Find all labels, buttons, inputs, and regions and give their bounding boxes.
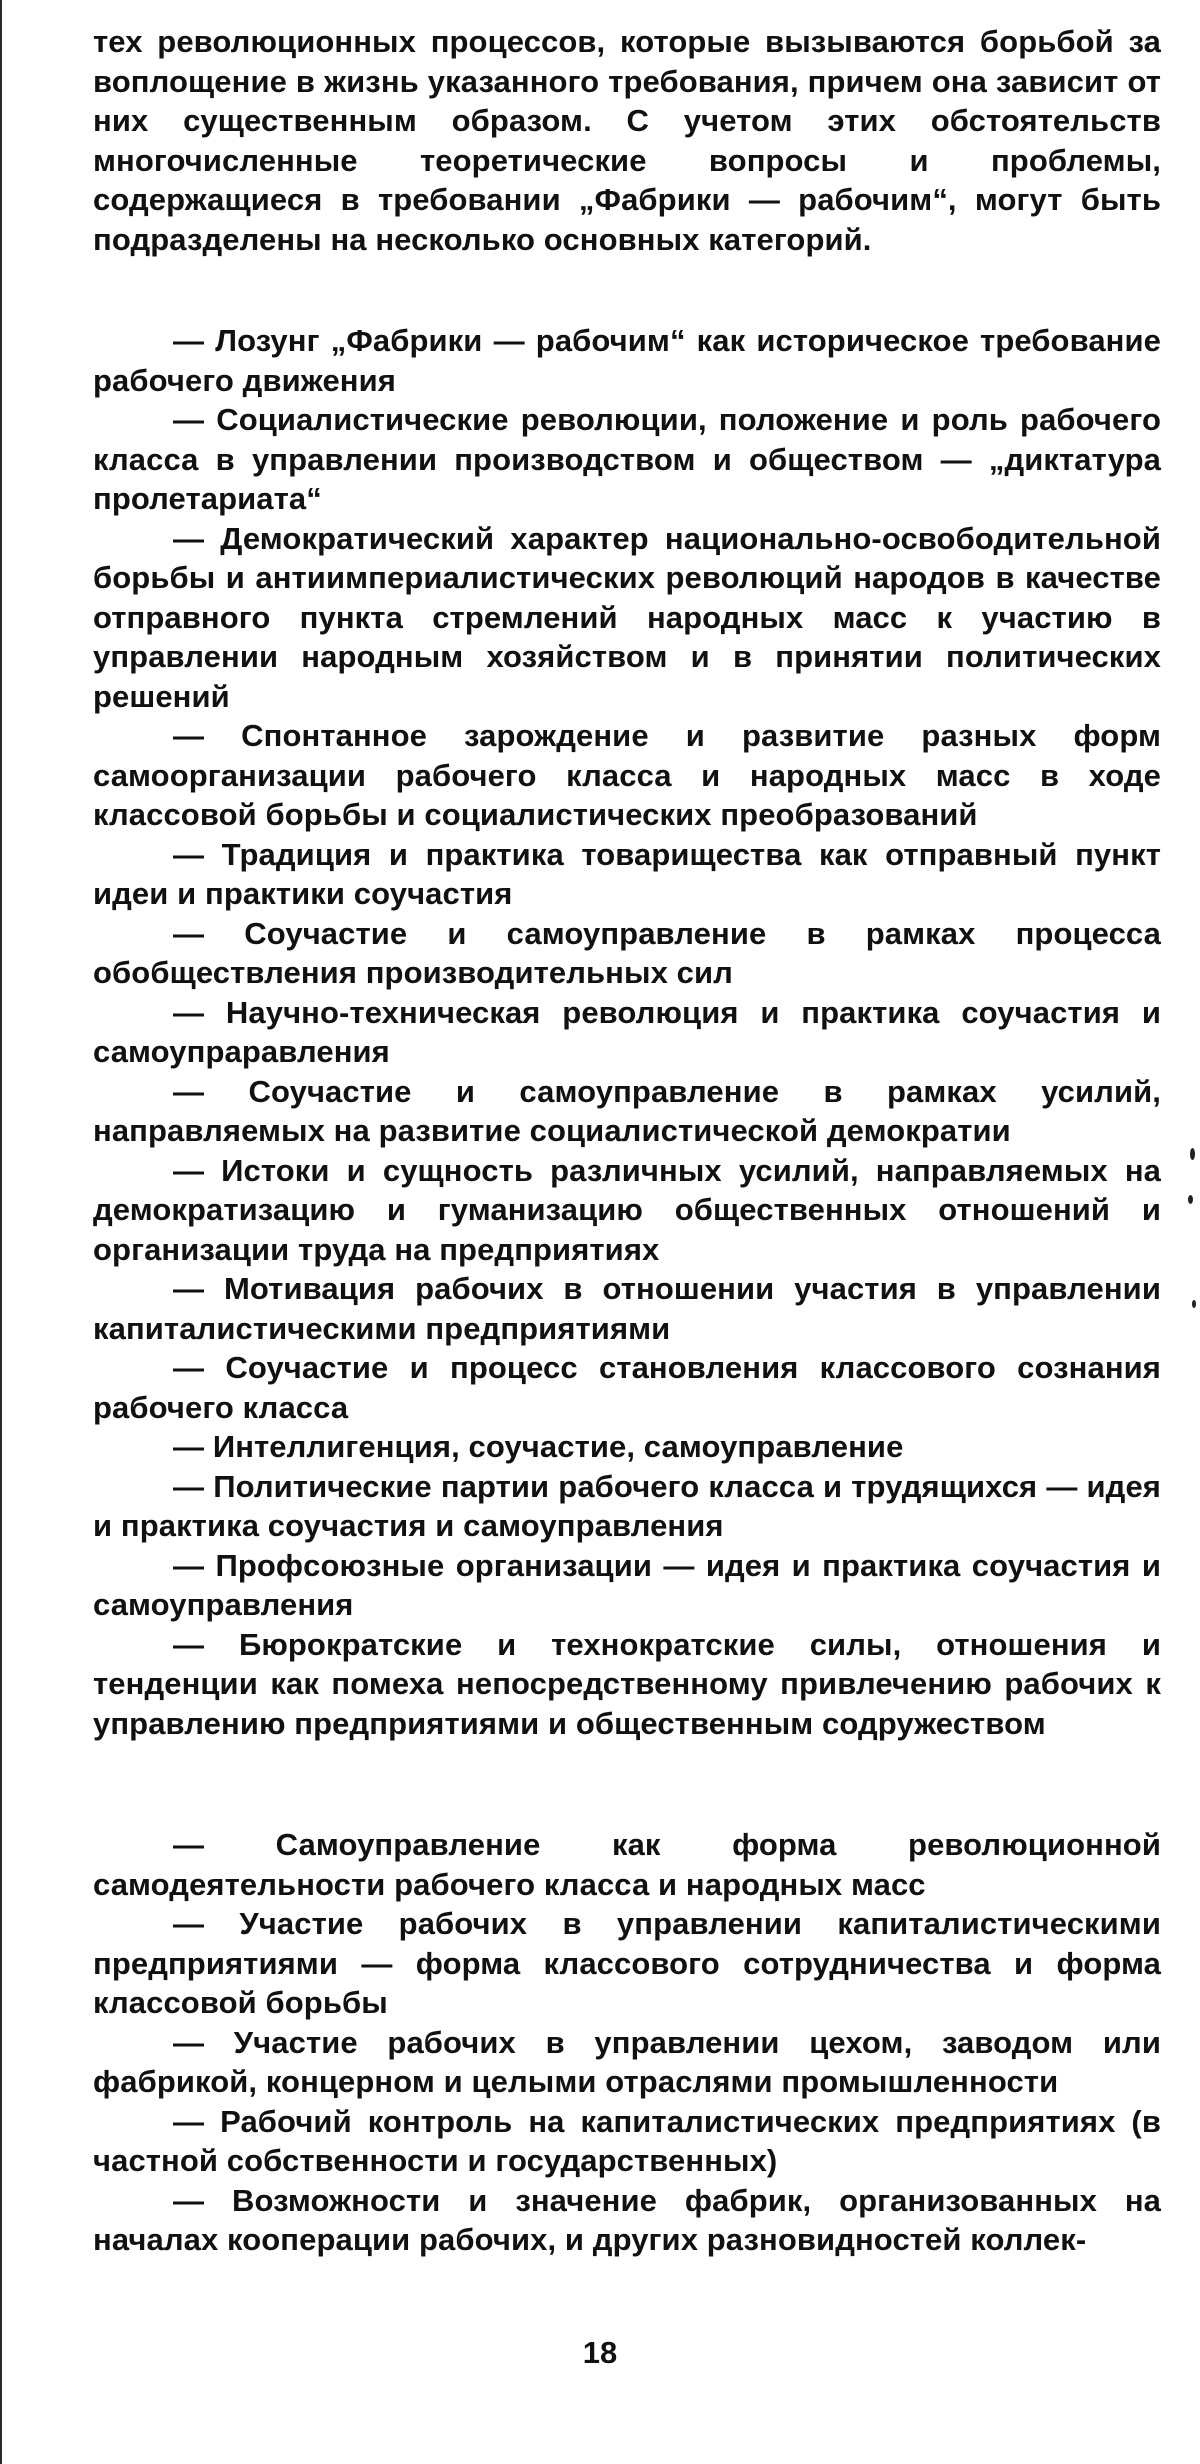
topic-list-group-1 <box>93 321 1161 1743</box>
page-left-edge-rule <box>0 0 2 2464</box>
list-item: — Соучастие и самоуправление в рамках усилий, направляемых на развитие социалистической демократии <box>93 1073 1161 1148</box>
list-item: — Лозунг „Фабрики — рабочим“ как историческое требование рабочего движения <box>93 323 1161 398</box>
book-page <box>93 22 1161 2260</box>
list-item: — Мотивация рабочих в отношении участия в управлении капиталистическими предприятиями <box>93 1271 1161 1346</box>
list-item: — Политические партии рабочего класса и трудящихся — идея и практика соучастия и самоуправления <box>93 1468 1161 1543</box>
list-item: — Профсоюзные организации — идея и практика соучастия и самоуправления <box>93 1547 1161 1622</box>
scan-speck <box>1190 1148 1195 1160</box>
page-number: 18 <box>582 2335 618 2370</box>
list-item: — Соучастие и самоуправление в рамках процесса обобществления производительных сил <box>93 915 1161 990</box>
list-item: — Демократический характер национально-освободительной борьбы и антиимпериалистических революций народов в качестве отправного пункта стремлений народных масс к участию в управлении народным хозяйством и в принятии политических решений <box>93 520 1161 714</box>
list-item: — Участие рабочих в управлении капиталистическими предприятиями — форма классового сотрудничества и форма классовой борьбы <box>93 1906 1161 2020</box>
list-item: — Традиция и практика товарищества как отправный пункт идеи и практики соучастия <box>93 836 1161 911</box>
list-item: — Спонтанное зарождение и развитие разных форм самоорганизации рабочего класса и народных масс в ходе классовой борьбы и социалистических преобразований <box>93 718 1161 832</box>
list-item: — Возможности и значение фабрик, организованных на началах кооперации рабочих, и других разновидностей коллек- <box>93 2182 1161 2257</box>
scan-speck <box>1188 1195 1193 1204</box>
intro-paragraph: тех революционных процессов, которые вызываются борьбой за воплощение в жизнь указанного требования, причем она зависит от них существенным образом. С учетом этих обстоятельств многочисленные теоретические вопросы и проблемы, содержащиеся в требовании „Фабрики — рабочим“, могут быть подразделены на несколько основных категорий. <box>93 24 1161 257</box>
topic-list-group-2 <box>93 1825 1161 2260</box>
list-item: — Самоуправление как форма революционной самодеятельности рабочего класса и народных масс <box>93 1827 1161 1902</box>
list-item: — Соучастие и процесс становления классового сознания рабочего класса <box>93 1350 1161 1425</box>
list-item: — Рабочий контроль на капиталистических предприятиях (в частной собственности и государственных) <box>93 2103 1161 2178</box>
list-item: — Участие рабочих в управлении цехом, заводом или фабрикой, концерном и целыми отраслями промышленности <box>93 2024 1161 2099</box>
list-item: — Истоки и сущность различных усилий, направляемых на демократизацию и гуманизацию общественных отношений и организации труда на предприятиях <box>93 1152 1161 1267</box>
scan-speck <box>1192 1300 1196 1308</box>
list-item: — Социалистические революции, положение и роль рабочего класса в управлении производством и обществом — „диктатура пролетариата“ <box>93 402 1161 516</box>
list-item: — Научно-техническая революция и практика соучастия и самоупраравления <box>93 994 1161 1069</box>
list-item: — Интеллигенция, соучастие, самоуправление <box>173 1429 904 1464</box>
list-item: — Бюрократские и технократские силы, отношения и тенденции как помеха непосредственному привлечению рабочих к управлению предприятиями и общественным содружеством <box>93 1626 1161 1741</box>
